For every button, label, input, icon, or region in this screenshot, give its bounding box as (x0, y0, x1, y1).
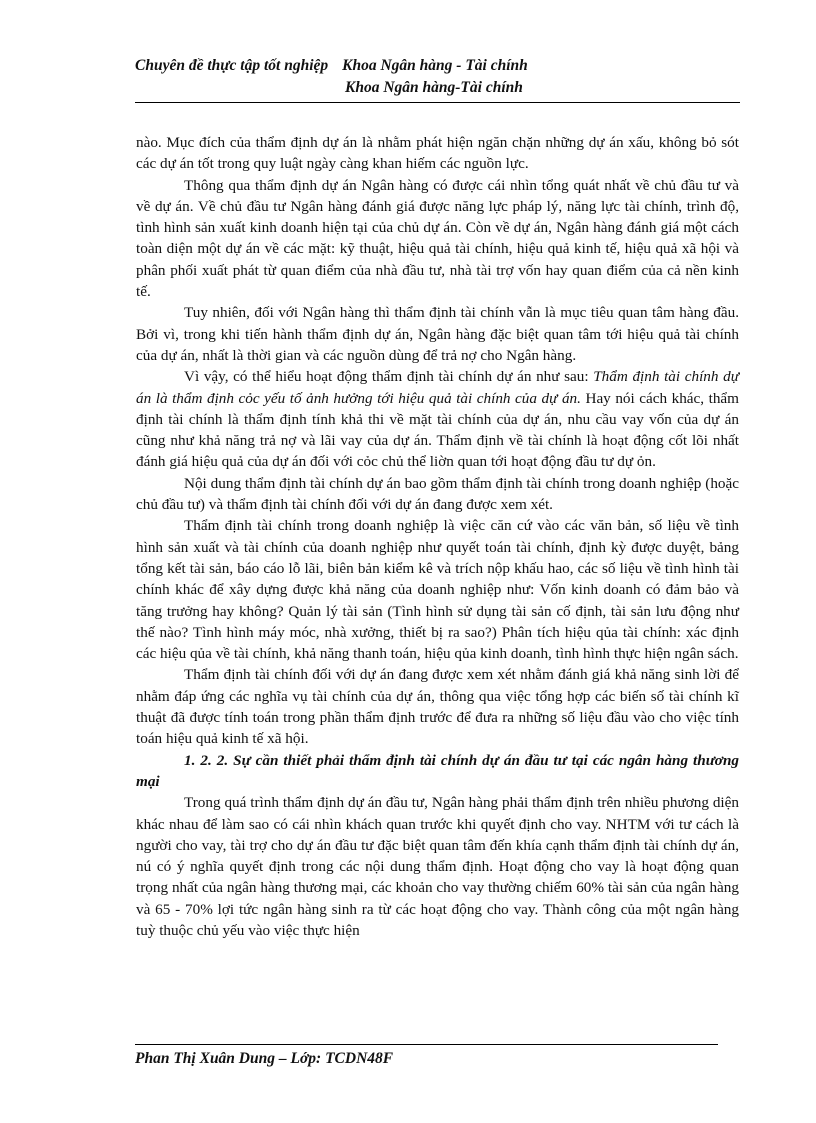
paragraph: Tuy nhiên, đối với Ngân hàng thì thẩm định tài chính vẫn là mục tiêu quan tâm hàng đầu. Bởi vì, trong khi tiến hành thẩm định dự án, Ngân hàng đặc biệt quan tâm tới hiệu quả tài chính của dự án, nhất là thời gian và các nguồn dùng để trả nợ cho Ngân hàng. (136, 304, 739, 364)
header-line-1 (135, 55, 740, 77)
header-faculty-line-2: Khoa Ngân hàng-Tài chính (345, 79, 523, 96)
paragraph: Thông qua thẩm định dự án Ngân hàng có được cái nhìn tổng quát nhất về chủ đầu tư và về dự án. Về chủ đầu tư Ngân hàng đánh giá được năng lực pháp lý, năng lực tài chính, trình độ, tình hình sản xuất kinh doanh hiện tại của chủ dự án. Còn về dự án, Ngân hàng đánh giá một cách toàn diện một dự án về các mặt: kỹ thuật, hiệu quả tài chính, hiệu quả kinh tế, hiệu quả xã hội và phân phối xuất phát từ quan điểm của nhà đầu tư, nhà tài trợ vốn hay quan điểm của cả nền kinh tế. (136, 176, 739, 301)
definition-emphasis: Thẩm định tài chính dự án là thẩm định cỏc yếu tố ảnh hưởng tới hiệu quả tài chính của dự án. (136, 368, 739, 407)
page-body (136, 132, 739, 941)
definition-rest: Hay nói cách khác, thẩm định tài chính là thẩm định tính khả thi về mặt tài chính của dự án, nhu cầu vay vốn của dự án cũng như khả năng trả nợ và lãi vay của dự án. Thẩm định về tài chính là hoạt động cốt lõi nhất đánh giá hiệu quả của dự án đối với cỏc chủ thể liờn quan tới hoạt động đầu tư dự ỏn. (136, 389, 739, 471)
paragraph-continued: nào. Mục đích của thẩm định dự án là nhằm phát hiện ngăn chặn những dự án xấu, không bỏ sót các dự án tốt trong quy luật ngày càng khan hiếm các nguồn lực. (136, 134, 739, 173)
definition-intro: Vì vậy, có thể hiểu hoạt động thẩm định tài chính dự án như sau: (184, 368, 594, 386)
page-header (135, 55, 740, 99)
header-doc-type: Chuyên đề thực tập tốt nghiệp (135, 57, 329, 74)
header-faculty: Khoa Ngân hàng - Tài chính (342, 57, 528, 74)
paragraph: Thẩm định tài chính đối với dự án đang được xem xét nhằm đánh giá khả năng sinh lời để nhằm đáp ứng các nghĩa vụ tài chính của dự án, thông qua việc tổng hợp các biến số tài chính kĩ thuật đã được tính toán trong phần thẩm định trước để đưa ra những số liệu đầu vào cho việc tính toán hiệu quả kinh tế xã hội. (136, 666, 739, 748)
paragraph: Thẩm định tài chính trong doanh nghiệp là việc căn cứ vào các văn bản, số liệu về tình hình sản xuất và tài chính của doanh nghiệp như quyết toán tài chính, định kỳ được duyệt, bảng tổng kết tài sản, báo cáo lỗ lãi, biên bản kiểm kê và trích nộp khấu hao, các số liệu về tình hình tài chính khác để xây dựng được khả năng của doanh nghiệp như: Vốn kinh doanh có đảm bảo và tăng trưởng hay không? Quản lý tài sản (Tình hình sử dụng tài sản cố định, tài sản lưu động như thế nào? Tình hình máy móc, nhà xưởng, thiết bị ra sao?) Phân tích hiệu qủa tài chính: xác định các hiệu qủa về tài chính, khả năng thanh toán, hiệu qủa kinh doanh, tình hình thực hiện ngân sách. (136, 517, 739, 663)
section-heading: 1. 2. 2. Sự cần thiết phải thẩm định tài chính dự án đầu tư tại các ngân hàng thương mại (136, 751, 739, 790)
page-footer: Phan Thị Xuân Dung – Lớp: TCDN48F (135, 1050, 394, 1067)
paragraph: Trong quá trình thẩm định dự án đầu tư, Ngân hàng phải thẩm định trên nhiều phương diện khác nhau để làm sao có cái nhìn khách quan trước khi quyết định cho vay. NHTM với tư cách là người cho vay, tài trợ cho dự án đầu tư đặc biệt quan tâm đến khía cạnh thẩm định tài chính dự án, nú có ý nghĩa quyết định trong các nội dung thẩm định. Hoạt động cho vay là hoạt động quan trọng nhất của ngân hàng thương mại, các khoản cho vay thường chiếm 60% tài sản của ngân hàng và 65 - 70% lợi tức ngân hàng sinh ra từ các hoạt động cho vay. Thành công của một ngân hàng tuỳ thuộc chủ yếu vào việc thực hiện (136, 794, 739, 939)
paragraph: Nội dung thẩm định tài chính dự án bao gồm thẩm định tài chính trong doanh nghiệp (hoặc chủ đầu tư) và thẩm định tài chính đối với dự án đang được xem xét. (136, 474, 739, 514)
footer-divider (135, 1044, 718, 1045)
header-divider (135, 102, 740, 103)
definition-paragraph (136, 366, 739, 472)
